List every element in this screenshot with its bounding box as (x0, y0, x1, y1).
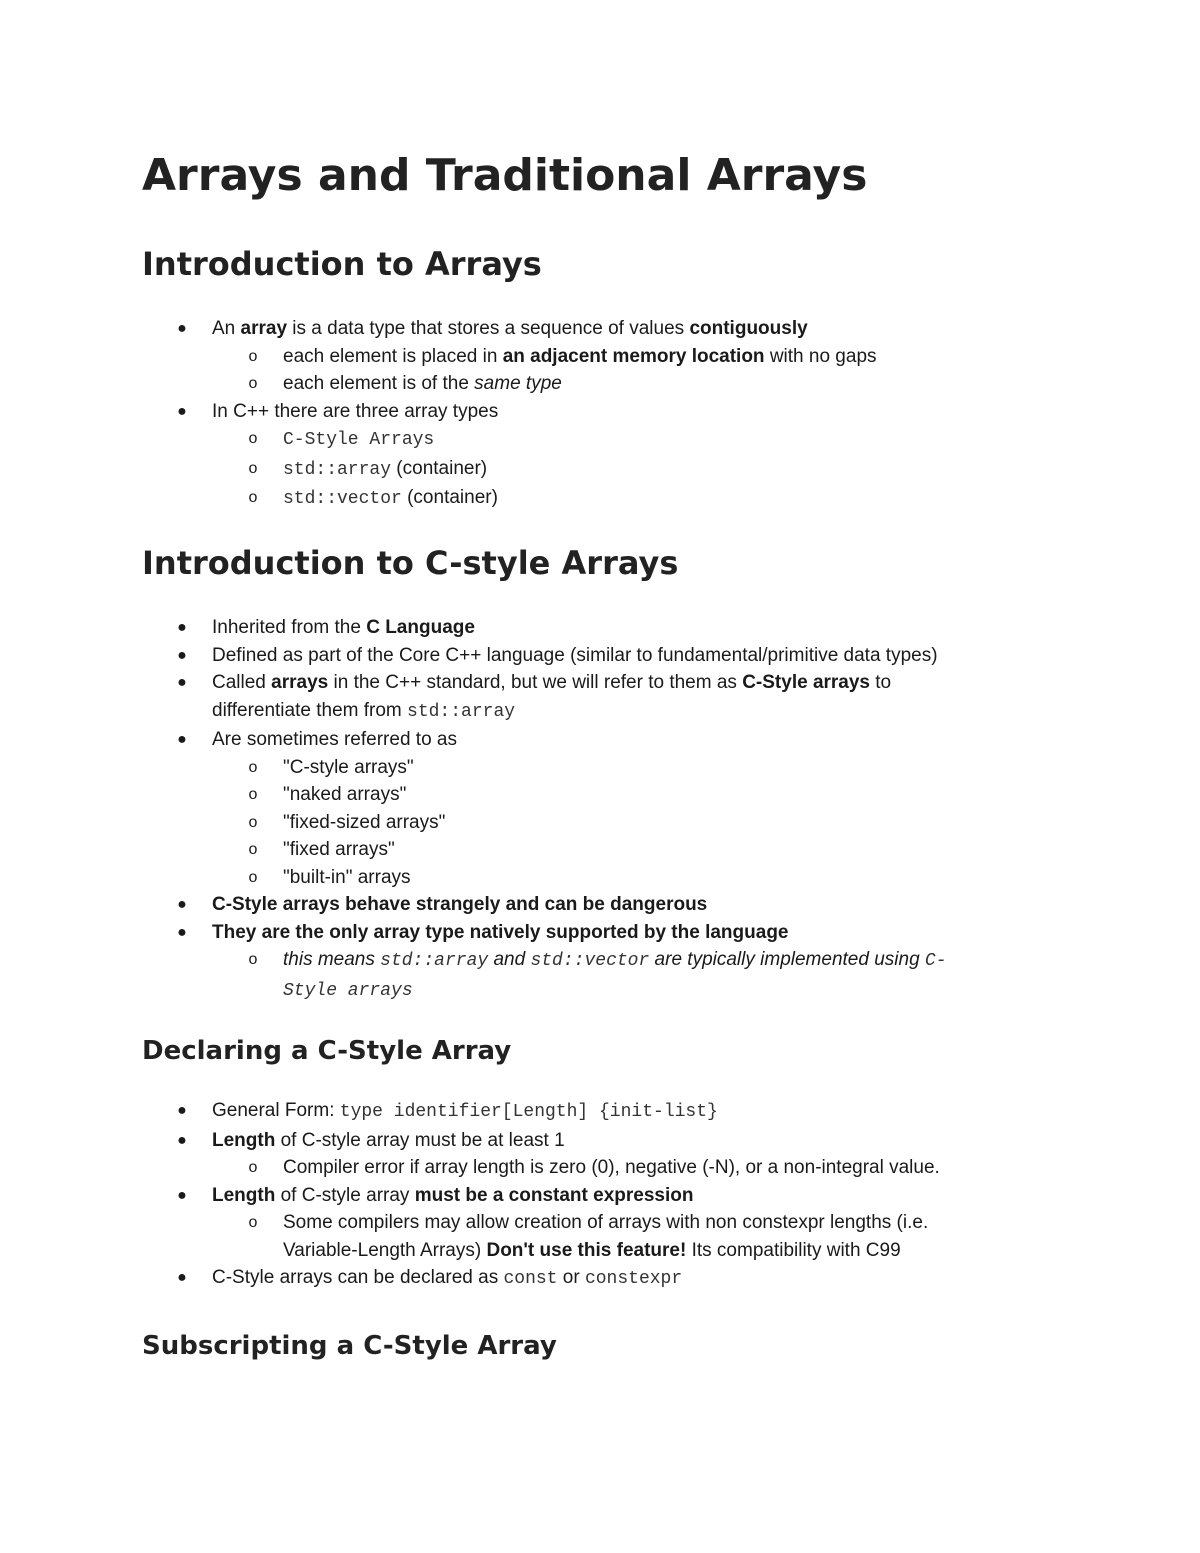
list-item: ● Defined as part of the Core C++ language (similar to fundamental/primitive data types) (0, 642, 1200, 670)
bullet-icon: ● (177, 402, 187, 420)
list-item: o Some compilers may allow creation of arrays with non constexpr lengths (i.e. Variable-Length Arrays) Don't use this feature! Its compatibility with C99 (0, 1209, 1200, 1264)
bullet-icon: ● (177, 731, 187, 748)
list-item: ● C-Style arrays can be declared as const or constexpr (0, 1264, 1200, 1294)
circle-bullet-icon: o (248, 1214, 258, 1231)
bullet-icon: ● (177, 1269, 187, 1286)
list-item: o each element is of the same type (0, 370, 1200, 398)
list-item: ● Length of C-style array must be a constant expression (0, 1182, 1200, 1210)
circle-bullet-icon: o (248, 786, 258, 803)
list-item: ● In C++ there are three array types (0, 398, 1200, 426)
bullet-icon: ● (177, 619, 187, 636)
circle-bullet-icon: o (248, 813, 258, 831)
bullet-icon: ● (177, 896, 187, 913)
circle-bullet-icon: o (248, 489, 258, 506)
bullet-icon: ● (177, 674, 187, 691)
list-item: o "C-style arrays" (0, 754, 1200, 782)
list-item: ● General Form: type identifier[Length] {init-list} (0, 1097, 1200, 1127)
bullet-icon: ● (177, 320, 187, 337)
list-item: ● Called arrays in the C++ standard, but we will refer to them as C-Style arrays to differentiate them from std::array (0, 669, 1200, 726)
list-item: ● Are sometimes referred to as (0, 726, 1200, 754)
bullet-icon: ● (177, 1102, 187, 1119)
bullet-icon: ● (177, 1131, 187, 1149)
circle-bullet-icon: o (248, 758, 258, 776)
list-item: ● C-Style arrays behave strangely and can be dangerous (0, 891, 1200, 919)
list-item: o std::array (container) (0, 455, 1200, 485)
heading-declaring-c-style-array: Declaring a C-Style Array (142, 1036, 512, 1066)
circle-bullet-icon: o (248, 1159, 258, 1176)
list-item: ● They are the only array type natively supported by the language (0, 919, 1200, 947)
list-item: o this means std::array and std::vector are typically implemented using C- Style arrays (0, 946, 1200, 1005)
bullet-icon: ● (177, 646, 187, 664)
document-title: Arrays and Traditional Arrays (142, 150, 868, 201)
heading-introduction-to-arrays: Introduction to Arrays (142, 245, 542, 283)
list-item: o "built-in" arrays (0, 864, 1200, 892)
list-item: o Compiler error if array length is zero (0), negative (-N), or a non-integral value. (0, 1154, 1200, 1182)
circle-bullet-icon: o (248, 375, 258, 392)
intro-list (0, 315, 1200, 514)
heading-introduction-to-c-style-arrays: Introduction to C-style Arrays (142, 544, 679, 582)
circle-bullet-icon: o (248, 951, 258, 968)
list-item: o "naked arrays" (0, 781, 1200, 809)
list-item: ● Length of C-style array must be at least 1 (0, 1127, 1200, 1155)
bullet-icon: ● (177, 1186, 187, 1204)
list-item: o "fixed-sized arrays" (0, 809, 1200, 837)
circle-bullet-icon: o (248, 459, 258, 477)
circle-bullet-icon: o (248, 841, 258, 858)
heading-subscripting-c-style-array: Subscripting a C-Style Array (142, 1331, 557, 1361)
list-item: o std::vector (container) (0, 484, 1200, 514)
circle-bullet-icon: o (248, 430, 258, 447)
bullet-icon: ● (177, 923, 187, 941)
cstyle-list (0, 614, 1200, 1005)
list-item: o "fixed arrays" (0, 836, 1200, 864)
declaring-list (0, 1097, 1200, 1294)
list-item: o each element is placed in an adjacent memory location with no gaps (0, 343, 1200, 371)
list-item: ● An array is a data type that stores a sequence of values contiguously (0, 315, 1200, 343)
circle-bullet-icon: o (248, 347, 258, 365)
list-item: ● Inherited from the C Language (0, 614, 1200, 642)
circle-bullet-icon: o (248, 868, 258, 886)
list-item: o C-Style Arrays (0, 425, 1200, 455)
